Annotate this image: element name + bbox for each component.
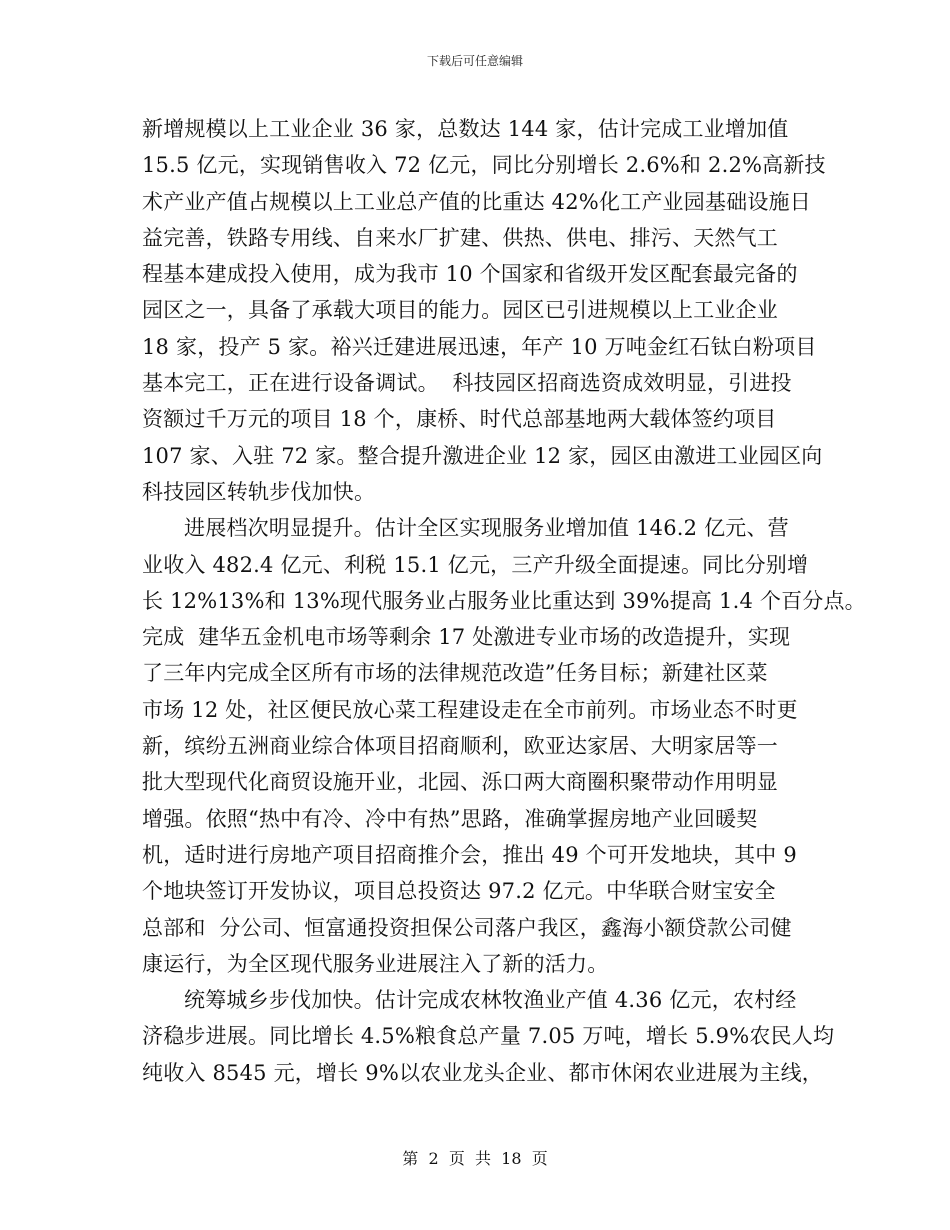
paragraph: [142, 982, 835, 1091]
text-line: 济稳步进展。同比增长 4.5%粮食总产量 7.05 万吨，增长 5.9%农民人均: [142, 1024, 835, 1049]
text-line: 纯收入 8545 元，增长 9%以农业龙头企业、都市休闲农业进展为主线，: [142, 1060, 823, 1085]
page-number-footer: 第 2 页 共 18 页: [402, 1149, 548, 1168]
text-line: 康运行，为全区现代服务业进展注入了新的活力。: [142, 951, 609, 976]
paragraph: [142, 510, 866, 982]
text-line: 107 家、入驻 72 家。整合提升激进企业 12 家，园区由激进工业园区向: [142, 443, 823, 468]
text-line: 术产业产值占规模以上工业总产值的比重达 42%化工产业园基础设施日: [142, 189, 811, 214]
text-line: 资额过千万元的项目 18 个，康桥、时代总部基地两大载体签约项目: [142, 407, 777, 432]
text-line: 市场 12 处，社区便民放心菜工程建设走在全市前列。市场业态不时更: [142, 697, 798, 722]
text-line: 完成 建华五金机电市场等剩余 17 处激进专业市场的改造提升，实现: [142, 625, 791, 650]
text-line: 新增规模以上工业企业 36 家，总数达 144 家，估计完成工业增加值: [142, 117, 789, 141]
page-header-note: 下载后可任意编辑: [426, 54, 523, 68]
text-line: 批大型现代化商贸设施开业，北园、泺口两大商圈积聚带动作用明显: [142, 770, 778, 795]
text-line: 基本完工，正在进行设备调试。 科技园区招商选资成效明显，引进投: [142, 371, 792, 396]
text-line: 机，适时进行房地产项目招商推介会，推出 49 个可开发地块，其中 9: [142, 842, 797, 867]
text-line: 科技园区转轨步伐加快。: [142, 479, 376, 504]
text-line: 新，缤纷五洲商业综合体项目招商顺利，欧亚达家居、大明家居等一: [142, 734, 778, 759]
text-line: 18 家，投产 5 家。裕兴迁建进展迅速，年产 10 万吨金红石钛白粉项目: [142, 334, 817, 359]
paragraph: [142, 111, 826, 510]
text-line: 统筹城乡步伐加快。估计完成农林牧渔业产值 4.36 亿元，农村经: [184, 988, 797, 1013]
text-line: 长 12%13%和 13%现代服务业占服务业比重达到 39%提高 1.4 个百分点。: [142, 588, 866, 613]
text-line: 了三年内完成全区所有市场的法律规范改造”任务目标；新建社区菜: [142, 661, 768, 686]
text-line: 程基本建成投入使用，成为我市 10 个国家和省级开发区配套最完备的: [142, 262, 798, 287]
text-line: 增强。依照“热中有冷、冷中有热”思路，准确掌握房地产业回暖契: [142, 806, 758, 831]
document-body: [142, 111, 866, 1091]
text-line: 个地块签订开发协议，项目总投资达 97.2 亿元。中华联合财宝安全: [142, 879, 776, 904]
text-line: 15.5 亿元，实现销售收入 72 亿元，同比分别增长 2.6%和 2.2%高新技: [142, 153, 826, 178]
text-line: 总部和 分公司、恒富通投资担保公司落户我区，鑫海小额贷款公司健: [142, 915, 792, 940]
text-line: 业收入 482.4 亿元、利税 15.1 亿元，三产升级全面提速。同比分别增: [142, 552, 809, 577]
text-line: 益完善，铁路专用线、自来水厂扩建、供热、供电、排污、天然气工: [142, 225, 778, 250]
text-line: 园区之一，具备了承载大项目的能力。园区已引进规模以上工业企业: [142, 298, 778, 323]
text-line: 进展档次明显提升。估计全区实现服务业增加值 146.2 亿元、营: [184, 516, 789, 541]
